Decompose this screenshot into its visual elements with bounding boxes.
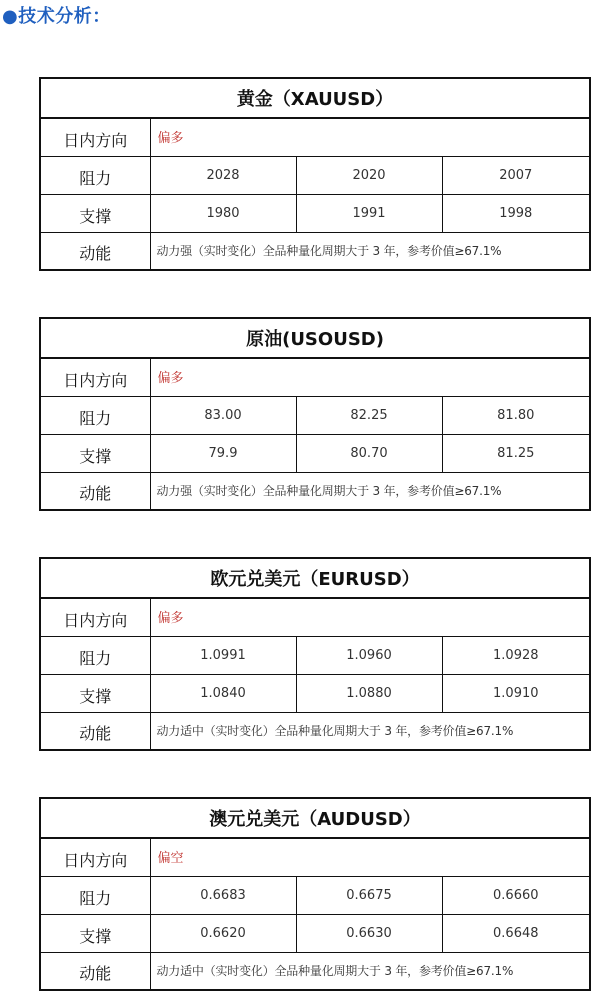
support-label: 支撑 (40, 194, 150, 232)
direction-value: 偏空 (150, 838, 590, 876)
table-title: 澳元兑美元（AUDUSD） (40, 798, 590, 838)
support-value: 1998 (442, 194, 590, 232)
direction-value: 偏多 (150, 598, 590, 636)
resistance-value: 83.00 (150, 396, 296, 434)
support-value: 1.0840 (150, 674, 296, 712)
resistance-value: 2007 (442, 156, 590, 194)
table-title: 欧元兑美元（EURUSD） (40, 558, 590, 598)
momentum-value: 动力强（实时变化）全品种量化周期大于 3 年，参考价值≥67.1% (150, 232, 590, 270)
resistance-value: 1.0928 (442, 636, 590, 674)
support-value: 1980 (150, 194, 296, 232)
resistance-value: 82.25 (296, 396, 442, 434)
direction-label: 日内方向 (40, 118, 150, 156)
momentum-label: 动能 (40, 712, 150, 750)
momentum-label: 动能 (40, 232, 150, 270)
direction-label: 日内方向 (40, 358, 150, 396)
momentum-label: 动能 (40, 952, 150, 990)
table-title: 黄金（XAUUSD） (40, 78, 590, 118)
support-value: 1.0880 (296, 674, 442, 712)
support-value: 80.70 (296, 434, 442, 472)
resistance-value: 2028 (150, 156, 296, 194)
support-label: 支撑 (40, 434, 150, 472)
support-value: 0.6648 (442, 914, 590, 952)
oil-analysis-table (39, 317, 591, 511)
momentum-value: 动力适中（实时变化）全品种量化周期大于 3 年，参考价值≥67.1% (150, 952, 590, 990)
direction-value: 偏多 (150, 118, 590, 156)
support-value: 81.25 (442, 434, 590, 472)
resistance-value: 0.6683 (150, 876, 296, 914)
table-title: 原油(USOUSD) (40, 318, 590, 358)
support-value: 0.6630 (296, 914, 442, 952)
resistance-value: 0.6660 (442, 876, 590, 914)
audusd-analysis-table (39, 797, 591, 991)
direction-value: 偏多 (150, 358, 590, 396)
resistance-label: 阻力 (40, 636, 150, 674)
resistance-value: 2020 (296, 156, 442, 194)
support-value: 0.6620 (150, 914, 296, 952)
resistance-label: 阻力 (40, 156, 150, 194)
support-value: 1991 (296, 194, 442, 232)
resistance-value: 1.0991 (150, 636, 296, 674)
momentum-value: 动力强（实时变化）全品种量化周期大于 3 年，参考价值≥67.1% (150, 472, 590, 510)
resistance-label: 阻力 (40, 396, 150, 434)
gold-analysis-table (39, 77, 591, 271)
resistance-value: 81.80 (442, 396, 590, 434)
resistance-label: 阻力 (40, 876, 150, 914)
direction-label: 日内方向 (40, 838, 150, 876)
support-value: 1.0910 (442, 674, 590, 712)
support-label: 支撑 (40, 674, 150, 712)
resistance-value: 0.6675 (296, 876, 442, 914)
support-label: 支撑 (40, 914, 150, 952)
resistance-value: 1.0960 (296, 636, 442, 674)
direction-label: 日内方向 (40, 598, 150, 636)
eurusd-analysis-table (39, 557, 591, 751)
momentum-label: 动能 (40, 472, 150, 510)
support-value: 79.9 (150, 434, 296, 472)
section-heading: ●技术分析： (2, 6, 111, 27)
momentum-value: 动力适中（实时变化）全品种量化周期大于 3 年，参考价值≥67.1% (150, 712, 590, 750)
